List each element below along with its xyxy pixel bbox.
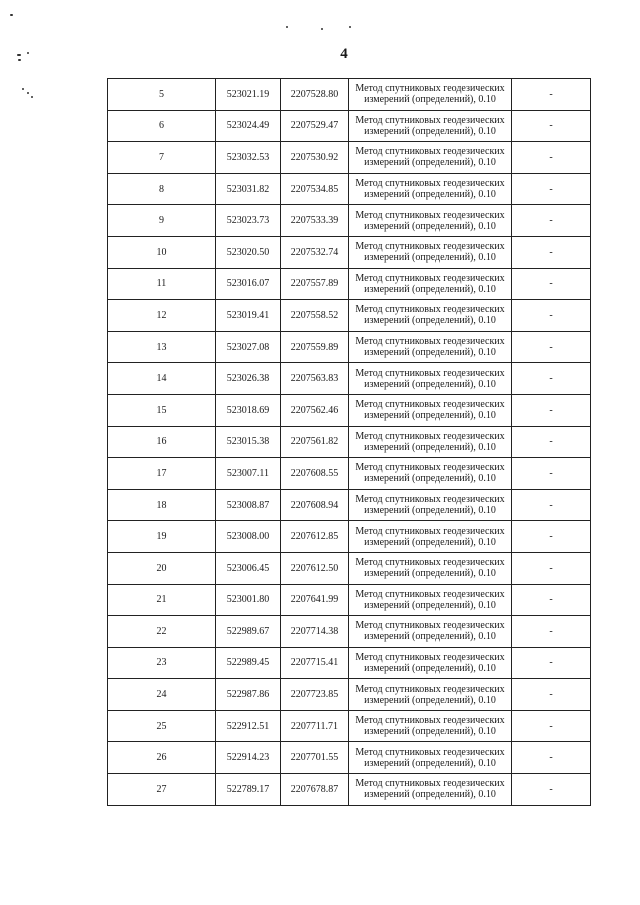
table-row [108, 742, 591, 774]
method-line: Метод спутниковых геодезических [355, 399, 505, 411]
coordinate-x-cell: 523032.53 [216, 142, 281, 174]
coordinate-x-cell: 523019.41 [216, 300, 281, 332]
coordinate-y-cell: 2207530.92 [281, 142, 349, 174]
method-line: Метод спутниковых геодезических [355, 114, 505, 126]
scan-speck [27, 52, 29, 54]
method-line: Метод спутниковых геодезических [355, 272, 505, 284]
description-cell: - [512, 236, 591, 268]
method-line: Метод спутниковых геодезических [355, 525, 505, 537]
coordinate-x-cell: 523008.87 [216, 489, 281, 521]
table-row [108, 363, 591, 395]
coordinate-y-cell: 2207612.50 [281, 552, 349, 584]
method-line: Метод спутниковых геодезических [355, 588, 505, 600]
method-cell [349, 426, 512, 458]
table-row [108, 205, 591, 237]
table-row [108, 331, 591, 363]
coordinate-x-cell: 523031.82 [216, 173, 281, 205]
coordinate-y-cell: 2207557.89 [281, 268, 349, 300]
point-number-cell: 21 [108, 584, 216, 616]
point-number-cell: 26 [108, 742, 216, 774]
coordinate-x-cell: 522789.17 [216, 774, 281, 806]
coordinate-x-cell: 523018.69 [216, 394, 281, 426]
description-cell: - [512, 331, 591, 363]
coordinate-y-cell: 2207715.41 [281, 647, 349, 679]
method-cell [349, 489, 512, 521]
description-cell: - [512, 173, 591, 205]
scan-speck [27, 92, 29, 94]
scan-speck [17, 54, 21, 56]
point-number-cell: 14 [108, 363, 216, 395]
coordinate-y-cell: 2207563.83 [281, 363, 349, 395]
point-number-cell: 13 [108, 331, 216, 363]
table-row [108, 300, 591, 332]
scan-speck [321, 28, 323, 30]
table-row [108, 458, 591, 490]
coordinate-y-cell: 2207534.85 [281, 173, 349, 205]
coordinate-y-cell: 2207608.55 [281, 458, 349, 490]
table-row [108, 110, 591, 142]
description-cell: - [512, 79, 591, 111]
method-line: измерений (определений), 0.10 [364, 189, 496, 201]
method-line: измерений (определений), 0.10 [364, 631, 496, 643]
point-number-cell: 22 [108, 616, 216, 648]
point-number-cell: 11 [108, 268, 216, 300]
point-number-cell: 20 [108, 552, 216, 584]
method-cell [349, 742, 512, 774]
coordinate-y-cell: 2207701.55 [281, 742, 349, 774]
table-row [108, 774, 591, 806]
coordinate-y-cell: 2207612.85 [281, 521, 349, 553]
method-line: измерений (определений), 0.10 [364, 757, 496, 769]
coordinate-y-cell: 2207608.94 [281, 489, 349, 521]
method-line: Метод спутниковых геодезических [355, 620, 505, 632]
point-number-cell: 12 [108, 300, 216, 332]
description-cell: - [512, 679, 591, 711]
table-row [108, 173, 591, 205]
page-number: 4 [340, 46, 348, 62]
table-row [108, 647, 591, 679]
method-line: Метод спутниковых геодезических [355, 146, 505, 158]
point-number-cell: 17 [108, 458, 216, 490]
description-cell: - [512, 205, 591, 237]
table-row [108, 710, 591, 742]
method-line: измерений (определений), 0.10 [364, 220, 496, 232]
method-line: Метод спутниковых геодезических [355, 651, 505, 663]
method-line: Метод спутниковых геодезических [355, 715, 505, 727]
method-cell [349, 679, 512, 711]
method-cell [349, 363, 512, 395]
coordinate-y-cell: 2207559.89 [281, 331, 349, 363]
table-row [108, 489, 591, 521]
coordinate-x-cell: 522989.67 [216, 616, 281, 648]
point-number-cell: 23 [108, 647, 216, 679]
coordinate-x-cell: 523024.49 [216, 110, 281, 142]
method-line: Метод спутниковых геодезических [355, 430, 505, 442]
coordinate-x-cell: 523015.38 [216, 426, 281, 458]
method-line: измерений (определений), 0.10 [364, 505, 496, 517]
table-row [108, 679, 591, 711]
method-line: измерений (определений), 0.10 [364, 378, 496, 390]
method-line: измерений (определений), 0.10 [364, 726, 496, 738]
description-cell: - [512, 616, 591, 648]
scan-speck [286, 26, 288, 28]
point-number-cell: 9 [108, 205, 216, 237]
coordinate-x-cell: 523001.80 [216, 584, 281, 616]
description-cell: - [512, 552, 591, 584]
method-line: Метод спутниковых геодезических [355, 241, 505, 253]
method-line: Метод спутниковых геодезических [355, 746, 505, 758]
method-line: измерений (определений), 0.10 [364, 157, 496, 169]
point-number-cell: 7 [108, 142, 216, 174]
method-line: Метод спутниковых геодезических [355, 778, 505, 790]
method-cell [349, 458, 512, 490]
description-cell: - [512, 363, 591, 395]
point-number-cell: 25 [108, 710, 216, 742]
method-cell [349, 774, 512, 806]
description-cell: - [512, 647, 591, 679]
coordinate-x-cell: 523008.00 [216, 521, 281, 553]
point-number-cell: 18 [108, 489, 216, 521]
description-cell: - [512, 774, 591, 806]
table-row [108, 236, 591, 268]
method-cell [349, 616, 512, 648]
point-number-cell: 8 [108, 173, 216, 205]
method-line: измерений (определений), 0.10 [364, 473, 496, 485]
method-cell [349, 331, 512, 363]
table-row [108, 426, 591, 458]
method-line: измерений (определений), 0.10 [364, 536, 496, 548]
method-line: Метод спутниковых геодезических [355, 557, 505, 569]
scan-speck [10, 14, 13, 16]
coordinate-y-cell: 2207641.99 [281, 584, 349, 616]
method-cell [349, 173, 512, 205]
point-number-cell: 5 [108, 79, 216, 111]
coordinate-x-cell: 523016.07 [216, 268, 281, 300]
method-line: измерений (определений), 0.10 [364, 599, 496, 611]
method-cell [349, 584, 512, 616]
coordinate-y-cell: 2207562.46 [281, 394, 349, 426]
coordinate-x-cell: 522914.23 [216, 742, 281, 774]
coordinate-x-cell: 523026.38 [216, 363, 281, 395]
method-cell [349, 710, 512, 742]
coordinate-x-cell: 523027.08 [216, 331, 281, 363]
method-cell [349, 394, 512, 426]
description-cell: - [512, 584, 591, 616]
scan-speck [31, 96, 33, 98]
method-line: Метод спутниковых геодезических [355, 367, 505, 379]
point-number-cell: 19 [108, 521, 216, 553]
method-line: измерений (определений), 0.10 [364, 252, 496, 264]
method-line: Метод спутниковых геодезических [355, 462, 505, 474]
coordinate-y-cell: 2207714.38 [281, 616, 349, 648]
table-row [108, 552, 591, 584]
coordinate-y-cell: 2207711.71 [281, 710, 349, 742]
method-cell [349, 521, 512, 553]
table-row [108, 268, 591, 300]
method-line: измерений (определений), 0.10 [364, 410, 496, 422]
method-line: Метод спутниковых геодезических [355, 178, 505, 190]
description-cell: - [512, 300, 591, 332]
coordinate-x-cell: 522912.51 [216, 710, 281, 742]
description-cell: - [512, 742, 591, 774]
point-number-cell: 16 [108, 426, 216, 458]
method-line: измерений (определений), 0.10 [364, 789, 496, 801]
method-cell [349, 79, 512, 111]
table-row [108, 79, 591, 111]
point-number-cell: 24 [108, 679, 216, 711]
method-line: измерений (определений), 0.10 [364, 694, 496, 706]
description-cell: - [512, 268, 591, 300]
coordinate-x-cell: 523020.50 [216, 236, 281, 268]
method-line: измерений (определений), 0.10 [364, 125, 496, 137]
coordinates-table-body [108, 79, 591, 806]
coordinates-table [107, 78, 591, 806]
method-cell [349, 300, 512, 332]
method-cell [349, 205, 512, 237]
method-line: Метод спутниковых геодезических [355, 83, 505, 95]
description-cell: - [512, 489, 591, 521]
coordinate-x-cell: 523023.73 [216, 205, 281, 237]
method-line: измерений (определений), 0.10 [364, 441, 496, 453]
coordinate-y-cell: 2207533.39 [281, 205, 349, 237]
point-number-cell: 15 [108, 394, 216, 426]
method-cell [349, 268, 512, 300]
method-cell [349, 142, 512, 174]
coordinate-y-cell: 2207723.85 [281, 679, 349, 711]
description-cell: - [512, 110, 591, 142]
coordinate-x-cell: 522987.86 [216, 679, 281, 711]
table-row [108, 521, 591, 553]
method-line: Метод спутниковых геодезических [355, 683, 505, 695]
table-row [108, 616, 591, 648]
description-cell: - [512, 426, 591, 458]
coordinate-y-cell: 2207678.87 [281, 774, 349, 806]
coordinate-y-cell: 2207558.52 [281, 300, 349, 332]
method-line: измерений (определений), 0.10 [364, 283, 496, 295]
description-cell: - [512, 710, 591, 742]
method-line: Метод спутниковых геодезических [355, 304, 505, 316]
coordinate-y-cell: 2207561.82 [281, 426, 349, 458]
method-line: измерений (определений), 0.10 [364, 94, 496, 106]
method-cell [349, 236, 512, 268]
description-cell: - [512, 142, 591, 174]
point-number-cell: 27 [108, 774, 216, 806]
table-row [108, 142, 591, 174]
method-line: измерений (определений), 0.10 [364, 662, 496, 674]
description-cell: - [512, 394, 591, 426]
table-row [108, 584, 591, 616]
method-line: измерений (определений), 0.10 [364, 315, 496, 327]
point-number-cell: 6 [108, 110, 216, 142]
coordinate-y-cell: 2207529.47 [281, 110, 349, 142]
table-row [108, 394, 591, 426]
point-number-cell: 10 [108, 236, 216, 268]
method-cell [349, 552, 512, 584]
coordinate-x-cell: 522989.45 [216, 647, 281, 679]
method-line: Метод спутниковых геодезических [355, 336, 505, 348]
coordinate-x-cell: 523007.11 [216, 458, 281, 490]
coordinate-x-cell: 523006.45 [216, 552, 281, 584]
description-cell: - [512, 458, 591, 490]
description-cell: - [512, 521, 591, 553]
coordinate-y-cell: 2207532.74 [281, 236, 349, 268]
scan-speck [22, 88, 24, 90]
scan-speck [349, 26, 351, 28]
method-line: Метод спутниковых геодезических [355, 494, 505, 506]
coordinate-y-cell: 2207528.80 [281, 79, 349, 111]
method-cell [349, 647, 512, 679]
method-cell [349, 110, 512, 142]
method-line: измерений (определений), 0.10 [364, 568, 496, 580]
method-line: Метод спутниковых геодезических [355, 209, 505, 221]
coordinate-x-cell: 523021.19 [216, 79, 281, 111]
method-line: измерений (определений), 0.10 [364, 347, 496, 359]
scan-speck [18, 59, 21, 61]
